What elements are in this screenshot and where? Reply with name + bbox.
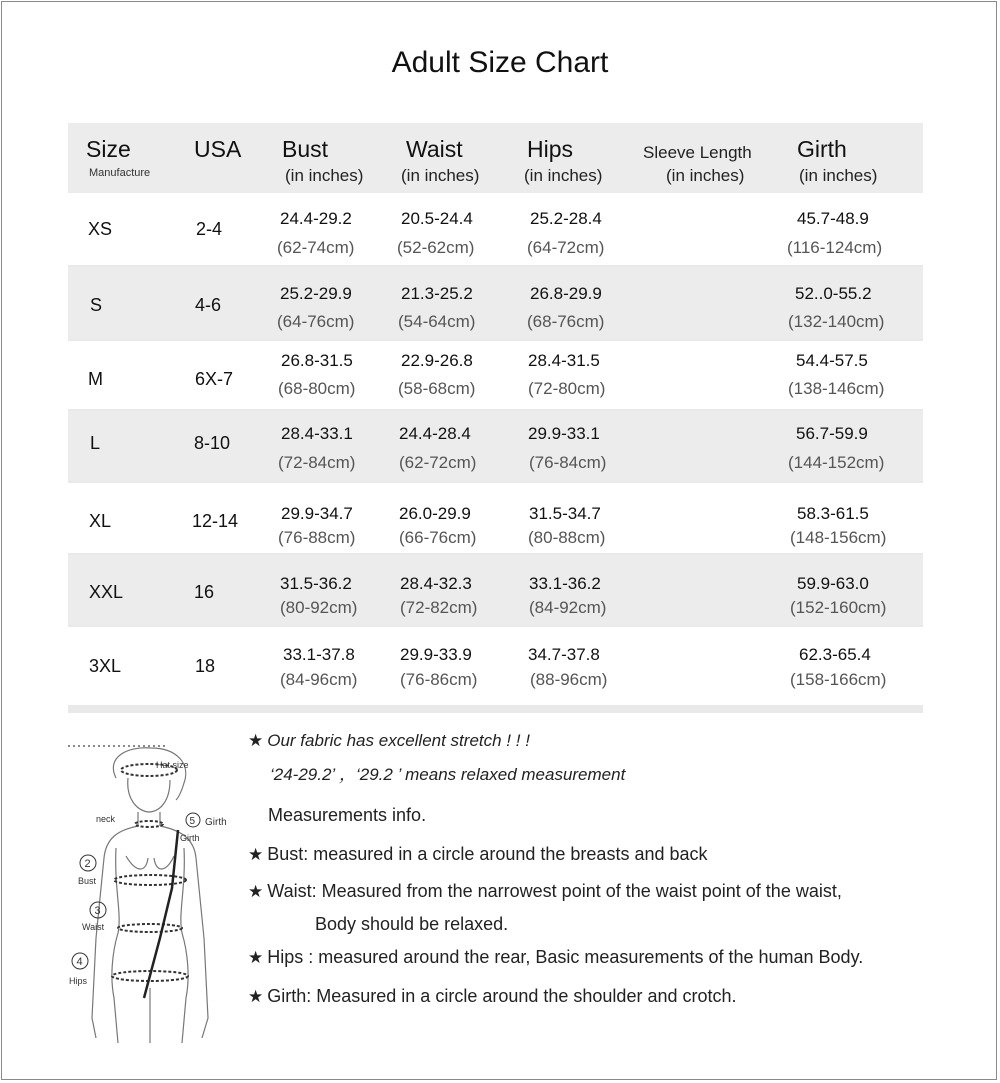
table-row [68, 267, 923, 339]
girth-cm-cell: (152-160cm) [790, 598, 887, 617]
header-bust-sub: (in inches) [285, 166, 364, 185]
girth-cm-cell: (132-140cm) [788, 312, 885, 331]
header-girth-sub: (in inches) [799, 166, 878, 185]
usa-cell: 4-6 [195, 295, 222, 315]
waist-note-2: Body should be relaxed. [315, 914, 509, 934]
waist-cm-cell: (72-82cm) [400, 598, 478, 617]
waist-cm-cell: (54-64cm) [398, 312, 476, 331]
girth-cell: 52..0-55.2 [795, 284, 872, 303]
usa-cell: 16 [194, 582, 215, 602]
hips-cell: 33.1-36.2 [529, 574, 601, 593]
table-row [68, 411, 923, 481]
body-measurement-figure [66, 738, 246, 1048]
girth-line [144, 830, 178, 998]
star-icon: ★ [248, 882, 264, 901]
girth-cell: 54.4-57.5 [796, 351, 868, 370]
header-size: Size [86, 136, 131, 162]
hips-cell: 29.9-33.1 [528, 424, 600, 443]
hips-cell: 34.7-37.8 [528, 645, 600, 664]
girth-cm-cell: (116-124cm) [787, 238, 883, 257]
waist-cell: 29.9-33.9 [400, 645, 472, 664]
hips-cm-cell: (72-80cm) [528, 379, 606, 398]
waist-cell: 22.9-26.8 [401, 351, 473, 370]
waist-cell: 24.4-28.4 [399, 424, 471, 443]
neck-line [135, 821, 163, 827]
waist-cell: 26.0-29.9 [399, 504, 471, 523]
header-waist: Waist [406, 136, 463, 162]
hips-cm-cell: (80-88cm) [528, 528, 606, 547]
hips-cell: 28.4-31.5 [528, 351, 600, 370]
waist-note: ★ Waist: Measured from the narrowest point of the waist point of the waist, [248, 881, 842, 901]
bust-cm-cell: (68-80cm) [278, 379, 356, 398]
bust-cell: 25.2-29.9 [280, 284, 352, 303]
waist-cm-cell: (62-72cm) [399, 453, 477, 472]
stretch-note: ★ Our fabric has excellent stretch ! ! ! [248, 731, 530, 750]
page-title: Adult Size Chart [391, 46, 609, 79]
header-sleeve-sub: (in inches) [666, 166, 745, 185]
header-usa: USA [194, 136, 242, 162]
bust-cell: 26.8-31.5 [281, 351, 353, 370]
girth-small-label: Girth [180, 833, 200, 843]
hips-cm-cell: (76-84cm) [529, 453, 607, 472]
girth-label: Girth [205, 817, 227, 828]
bust-line [114, 875, 186, 885]
hips-number: 4 [76, 956, 83, 968]
waist-cell: 21.3-25.2 [401, 284, 473, 303]
bust-label: Bust [78, 876, 97, 886]
hips-cm-cell: (84-92cm) [529, 598, 607, 617]
girth-cell: 62.3-65.4 [799, 645, 871, 664]
size-table [68, 123, 923, 713]
table-row [68, 483, 923, 553]
table-header-row [68, 123, 923, 193]
waist-cell: 20.5-24.4 [401, 209, 473, 228]
size-cell: XXL [89, 582, 124, 602]
waist-line [118, 924, 182, 932]
girth-cell: 58.3-61.5 [797, 504, 869, 523]
girth-cm-cell: (148-156cm) [790, 528, 887, 547]
header-waist-sub: (in inches) [401, 166, 480, 185]
hips-cm-cell: (88-96cm) [530, 670, 608, 689]
waist-cm-cell: (58-68cm) [398, 379, 476, 398]
table-row [68, 627, 923, 705]
header-girth: Girth [797, 136, 847, 162]
girth-note: ★ Girth: Measured in a circle around the shoulder and crotch. [248, 986, 737, 1006]
bust-cm-cell: (72-84cm) [278, 453, 356, 472]
size-cell: XL [89, 511, 112, 531]
girth-cm-cell: (158-166cm) [790, 670, 887, 689]
star-icon: ★ [248, 845, 264, 864]
table-row [68, 341, 923, 409]
size-cell: S [90, 295, 103, 315]
bust-cell: 28.4-33.1 [281, 424, 353, 443]
star-icon: ★ [248, 731, 264, 750]
usa-cell: 18 [195, 656, 216, 676]
hips-cell: 26.8-29.9 [530, 284, 602, 303]
bust-cm-cell: (62-74cm) [277, 238, 355, 257]
bust-cell: 24.4-29.2 [280, 209, 352, 228]
header-bust: Bust [282, 136, 329, 162]
hips-cm-cell: (68-76cm) [527, 312, 605, 331]
bust-cm-cell: (80-92cm) [280, 598, 358, 617]
usa-cell: 8-10 [194, 433, 231, 453]
size-cell: M [88, 369, 103, 389]
hips-label: Hips [69, 976, 88, 986]
waist-number: 3 [94, 905, 101, 917]
hat-size-label: Hat size [156, 760, 189, 770]
waist-label: Waist [82, 922, 105, 932]
girth-number: 5 [189, 816, 196, 827]
bust-cell: 33.1-37.8 [283, 645, 355, 664]
girth-cm-cell: (138-146cm) [788, 379, 885, 398]
header-size-sub: Manufacture [89, 167, 151, 179]
bust-cm-cell: (76-88cm) [278, 528, 356, 547]
size-cell: L [90, 433, 101, 453]
header-sleeve: Sleeve Length [643, 143, 752, 162]
bust-note: ★ Bust: measured in a circle around the breasts and back [248, 844, 708, 864]
usa-cell: 6X-7 [195, 369, 234, 389]
bust-cell: 31.5-36.2 [280, 574, 352, 593]
hips-cm-cell: (64-72cm) [527, 238, 605, 257]
bust-cell: 29.9-34.7 [281, 504, 353, 523]
waist-cm-cell: (52-62cm) [397, 238, 475, 257]
size-cell: 3XL [89, 656, 122, 676]
header-hips-sub: (in inches) [524, 166, 603, 185]
star-icon: ★ [248, 948, 264, 967]
waist-cm-cell: (76-86cm) [400, 670, 478, 689]
table-row [68, 555, 923, 625]
star-icon: ★ [248, 987, 264, 1006]
girth-cm-cell: (144-152cm) [788, 453, 885, 472]
table-row [68, 193, 923, 265]
bust-cm-cell: (84-96cm) [280, 670, 358, 689]
bust-number: 2 [84, 858, 91, 870]
relaxed-note: ‘24-29.2’ ，‘29.2 ’ means relaxed measurement [270, 765, 626, 784]
girth-cell: 45.7-48.9 [797, 209, 869, 228]
bust-cm-cell: (64-76cm) [277, 312, 355, 331]
info-heading: Measurements info. [268, 805, 427, 825]
neck-label: neck [96, 814, 116, 824]
girth-cell: 56.7-59.9 [796, 424, 868, 443]
hips-cell: 31.5-34.7 [529, 504, 601, 523]
waist-cell: 28.4-32.3 [400, 574, 472, 593]
size-cell: XS [88, 219, 113, 239]
hips-note: ★ Hips : measured around the rear, Basic measurements of the human Body. [248, 947, 864, 967]
girth-cell: 59.9-63.0 [797, 574, 869, 593]
hips-cell: 25.2-28.4 [530, 209, 602, 228]
usa-cell: 12-14 [192, 511, 239, 531]
header-hips: Hips [527, 136, 574, 162]
waist-cm-cell: (66-76cm) [399, 528, 477, 547]
usa-cell: 2-4 [196, 219, 223, 239]
